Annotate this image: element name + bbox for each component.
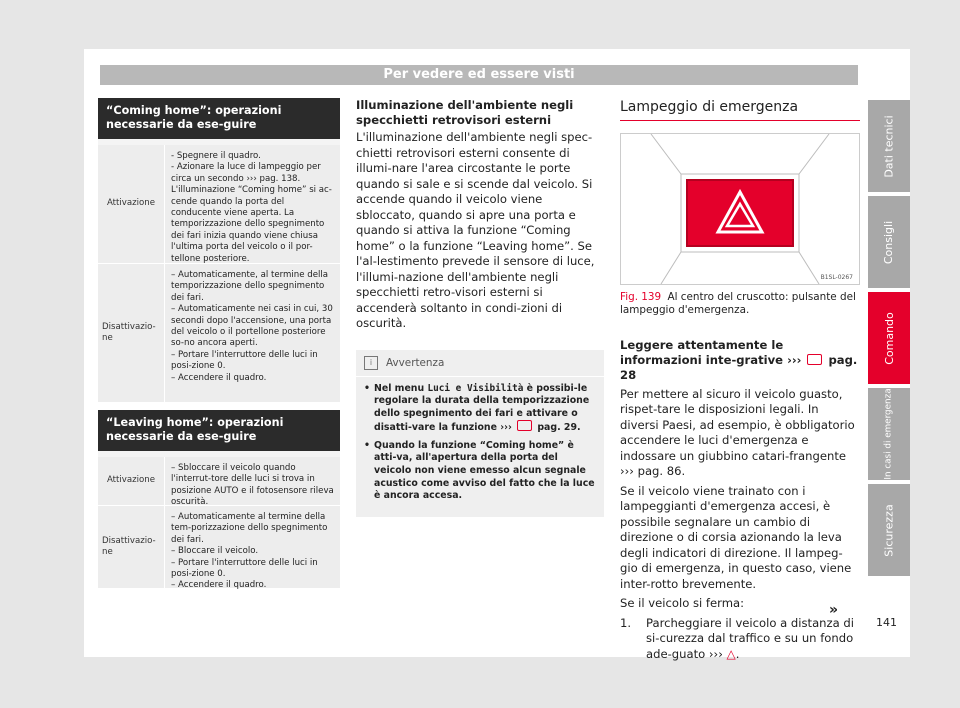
hazard-button-illustration (621, 134, 859, 284)
figure-code: B1SL-0267 (820, 274, 853, 281)
row-content: – Sbloccare il veicolo quando l'interrut-tore delle luci si trova in posizione AUTO e il fotosensore rileva oscurità. (171, 463, 334, 508)
menu-name: Luci e Visibilità (427, 382, 524, 394)
figure-number: Fig. 139 (620, 291, 662, 303)
page-number: 141 (876, 616, 897, 629)
mirror-lighting-section (356, 98, 604, 517)
tab-comando[interactable]: Comando (868, 292, 910, 384)
warning-icon: △ (726, 646, 736, 661)
table-header: “Coming home”: operazioni necessarie da ese-guire (98, 98, 340, 139)
table-row (98, 506, 340, 589)
leaving-home-table (98, 410, 340, 589)
note-title: Avvertenza (386, 356, 445, 369)
note-icon: i (364, 356, 378, 370)
hazard-button-figure (620, 133, 860, 285)
paragraph: Se il veicolo viene trainato con i lampeggianti d'emergenza accesi, è possibile segnalare un cambio di direzione o di corsia azionando la leva degli indicatori di direzione. Il lampeg-gio di emergenza, in questo caso, viene inter-rotto brevemente. (620, 483, 852, 591)
hazard-lights-section (620, 98, 860, 662)
row-content: – Automaticamente al termine della tem-porizzazione dello spegnimento dei fari. – Bloccare il veicolo. – Portare l'interruttore delle luci in posi-zione 0. – Accendere il quadro. (171, 512, 328, 591)
note-item: • Nel menu Luci e Visibilità è possibi-le regolare la durata della temporizzazione dello spegnimento dei fari e attivare o disatti-vare la funzione ››› pag. 29. (364, 383, 596, 435)
steps-list (620, 616, 860, 663)
paragraph: Per mettere al sicuro il veicolo guasto, rispet-tare le disposizioni legali. In diversi Paesi, ad esempio, è obbligatorio accendere le luci d'emergenza e indossare un giubbino catari-frangente ››› pag. 86. (620, 386, 855, 479)
row-content: - Spegnere il quadro. - Azionare la luce di lampeggio per circa un secondo ››› pag. 138. L'illuminazione “Coming home” si ac-cende quando la porta del conducente viene aperta. La temporizzazione dello spegnimento dei fari inizia quando viene chiusa l'ultima porta del veicolo o il por-tellone posteriore. (171, 151, 332, 264)
book-icon (807, 354, 822, 365)
tab-in-casi-di-emergenza[interactable]: In casi di emergenza (868, 388, 910, 480)
tab-dati-tecnici[interactable]: Dati tecnici (868, 100, 910, 192)
page-link[interactable]: pag. 28 (620, 352, 858, 382)
table-row (98, 145, 340, 264)
coming-home-table (98, 98, 340, 403)
list-item: 1. Parcheggiare il veicolo a distanza di si-curezza dal traffico e su un fondo ade-guato ››› △. (620, 615, 854, 661)
tab-consigli[interactable]: Consigli (868, 196, 910, 288)
chapter-tabs (868, 100, 910, 580)
note-item: • Quando la funzione “Coming home” è atti-va, all'apertura della porta del veicolo non viene emesso alcun segnale acustico come avviso del fatto che la luce è ancora accesa. (364, 440, 596, 503)
book-icon (517, 420, 532, 431)
row-label: Attivazione (98, 457, 165, 505)
row-label: Disattivazio-ne (98, 264, 165, 402)
row-content: – Automaticamente, al termine della temporizzazione dello spegnimento dei fari. – Automaticamente nei casi in cui, 30 secondi dopo l'accensione, una porta del veicolo o il portellone posteriore so-no ancora aperti. – Portare l'interruttore delle luci in posi-zione 0. – Accendere il quadro. (171, 270, 333, 383)
row-label: Disattivazio-ne (98, 506, 165, 588)
section-heading: Illuminazione dell'ambiente negli specchietti retrovisori esterni (356, 98, 574, 127)
figure-caption: Fig. 139 Al centro del cruscotto: pulsante del lampeggio d'emergenza. (620, 291, 856, 317)
table-header: “Leaving home”: operazioni necessarie da ese-guire (98, 410, 340, 451)
section-heading: Lampeggio di emergenza (620, 98, 860, 121)
row-label: Attivazione (98, 145, 165, 263)
continue-marker: » (829, 602, 839, 618)
section-banner: Per vedere ed essere visti (100, 65, 858, 85)
table-row (98, 264, 340, 403)
paragraph: Se il veicolo si ferma: (620, 596, 745, 611)
section-body: L'illuminazione dell'ambiente negli spec-chietti retrovisori esterni consente di illumi-nare l'area circostante le porte quando si sale e si scende dal veicolo. Si accende quando il veicolo viene sbloccato, quando si apre una porta e quando si attiva la funzione “Coming home” o la funzione “Leaving home”. Se l'al-lestimento prevede il sensore di luce, l'illumi-nazione dell'ambiente negli specchietti retro-visori esterni si accenderà soltanto in condi-zioni di oscurità. (356, 130, 595, 330)
tab-sicurezza[interactable]: Sicurezza (868, 484, 910, 576)
page-link[interactable]: pag. 29. (537, 422, 581, 434)
read-info-heading: Leggere attentamente le informazioni inte-grative ››› pag. 28 (620, 337, 858, 382)
table-row (98, 457, 340, 506)
note-box (356, 350, 604, 517)
